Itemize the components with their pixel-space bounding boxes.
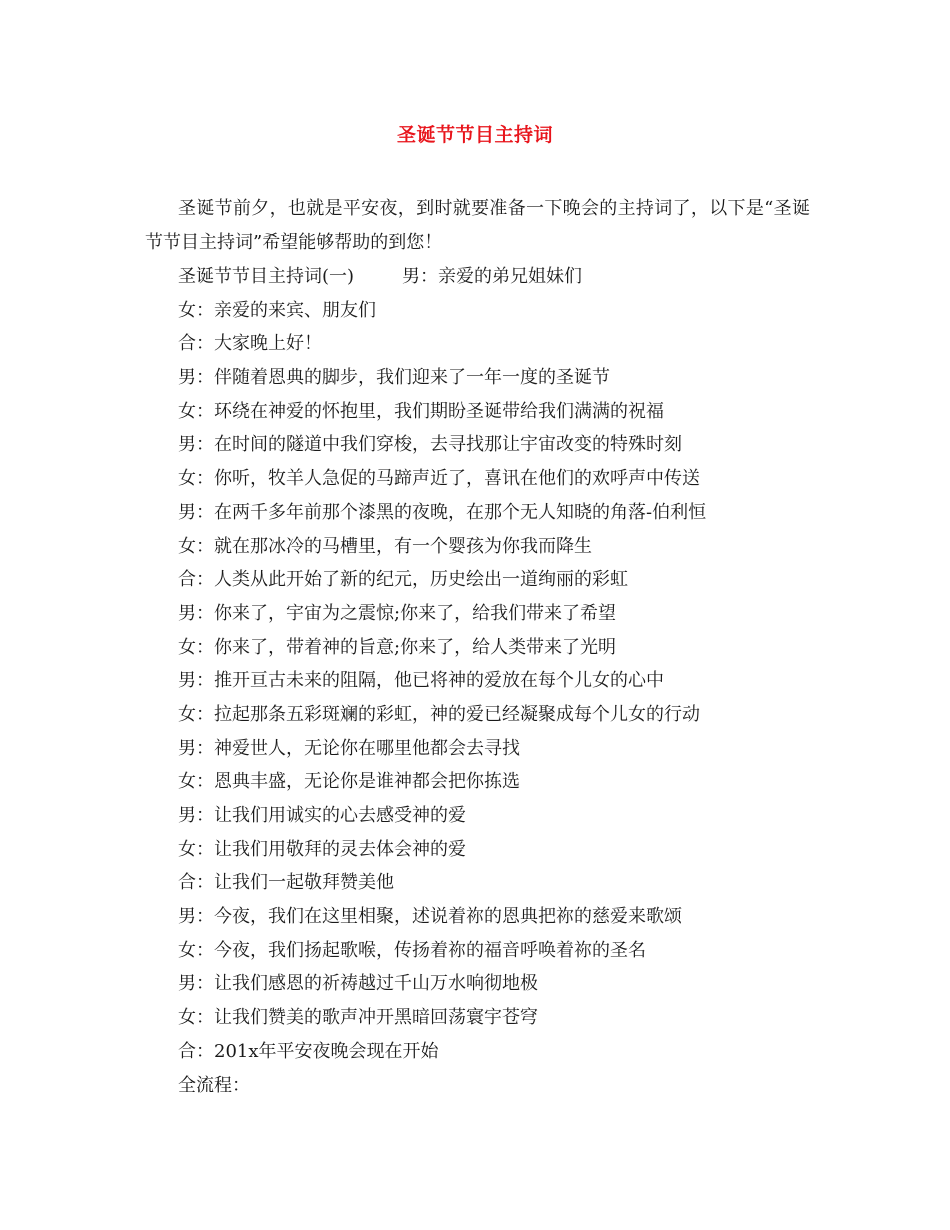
script-line: 全流程：	[178, 1074, 250, 1096]
script-line: 男：今夜，我们在这里相聚，述说着祢的恩典把祢的慈爱来歌颂	[178, 906, 682, 928]
script-line: 男：伴随着恩典的脚步，我们迎来了一年一度的圣诞节	[178, 367, 610, 389]
script-line: 女：就在那冰冷的马槽里，有一个婴孩为你我而降生	[178, 535, 592, 557]
script-line: 男：让我们感恩的祈祷越过千山万水响彻地极	[178, 973, 538, 995]
script-lines	[178, 260, 818, 1102]
script-line: 合：让我们一起敬拜赞美他	[178, 872, 394, 894]
document-title: 圣诞节节目主持词	[396, 124, 553, 146]
section-heading-line	[178, 260, 818, 294]
script-line: 合：大家晚上好！	[178, 333, 322, 355]
script-line: 合：人类从此开始了新的纪元，历史绘出一道绚丽的彩虹	[178, 569, 628, 591]
script-line: 女：今夜，我们扬起歌喉，传扬着祢的福音呼唤着祢的圣名	[178, 939, 646, 961]
script-line: 男：神爱世人，无论你在哪里他都会去寻找	[178, 737, 520, 759]
script-line: 男：亲爱的弟兄姐妹们	[402, 266, 583, 287]
script-line: 女：让我们赞美的歌声冲开黑暗回荡寰宇苍穹	[178, 1007, 538, 1029]
intro-paragraph: 圣诞节前夕，也就是平安夜，到时就要准备一下晚会的主持词了，以下是“圣诞节节目主持词”希望能够帮助的到您！	[145, 198, 810, 253]
script-line: 女：你来了，带着神的旨意;你来了，给人类带来了光明	[178, 636, 617, 658]
script-line: 合：201x年平安夜晚会现在开始	[178, 1040, 439, 1062]
script-line: 女：拉起那条五彩斑斓的彩虹，神的爱已经凝聚成每个儿女的行动	[178, 703, 700, 725]
script-line: 男：在两千多年前那个漆黑的夜晚，在那个无人知晓的角落-伯利恒	[178, 501, 707, 523]
script-line: 女：恩典丰盛，无论你是谁神都会把你拣选	[178, 771, 520, 793]
script-line: 男：推开亘古未来的阻隔，他已将神的爱放在每个儿女的心中	[178, 670, 664, 692]
script-line: 男：在时间的隧道中我们穿梭，去寻找那让宇宙改变的特殊时刻	[178, 434, 682, 456]
script-line: 男：你来了，宇宙为之震惊;你来了，给我们带来了希望	[178, 602, 617, 624]
script-line: 女：亲爱的来宾、朋友们	[178, 299, 376, 321]
script-line: 女：环绕在神爱的怀抱里，我们期盼圣诞带给我们满满的祝福	[178, 400, 664, 422]
script-line: 女：让我们用敬拜的灵去体会神的爱	[178, 838, 466, 860]
script-line: 男：让我们用诚实的心去感受神的爱	[178, 805, 466, 826]
section-heading: 圣诞节节目主持词(一)	[178, 266, 355, 287]
script-line: 女：你听，牧羊人急促的马蹄声近了，喜讯在他们的欢呼声中传送	[178, 468, 700, 490]
